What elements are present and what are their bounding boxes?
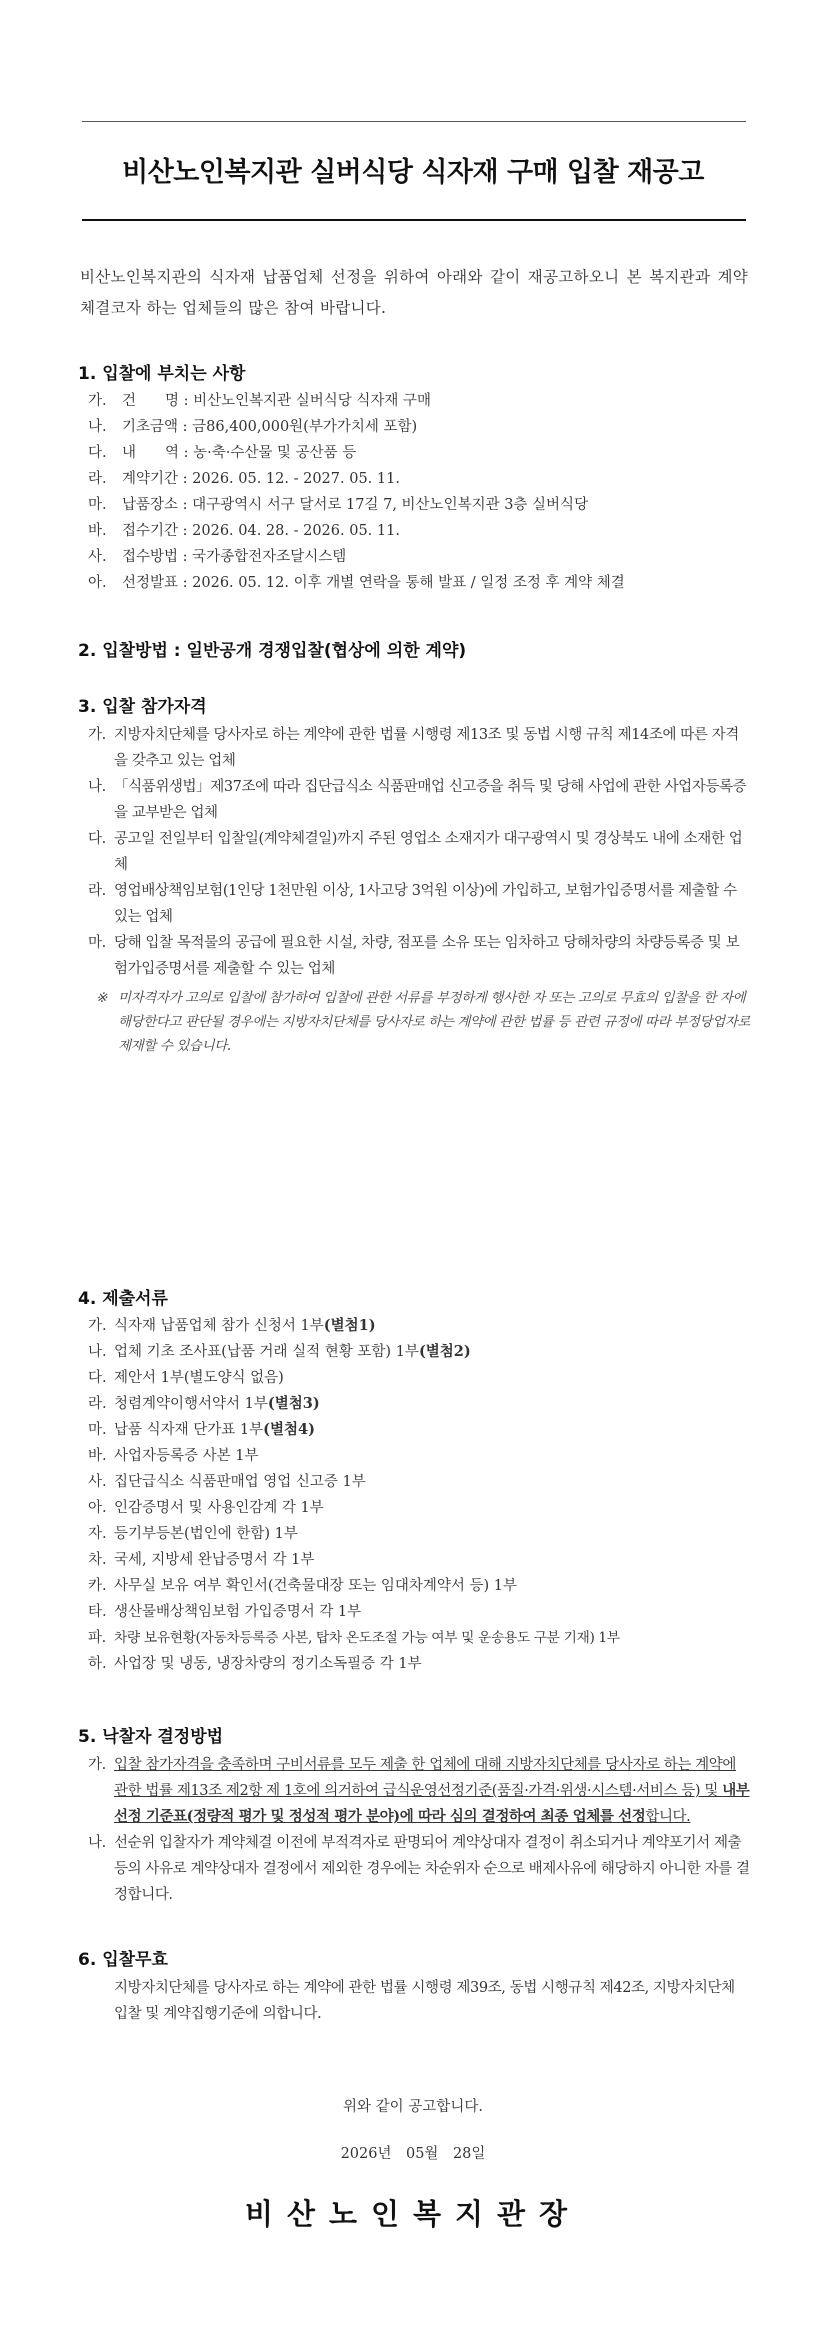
list-item: 나. 「식품위생법」제37조에 따라 집단급식소 식품판매업 신고증을 취득 및 당해 사업에 관한 사업자등록증을 교부받은 업체 <box>88 779 747 821</box>
list-item: 가. 지방자치단체를 당사자로 하는 계약에 관한 법률 시행령 제13조 및 동법 시행 규칙 제14조에 따른 자격을 갖추고 있는 업체 <box>88 727 739 769</box>
list-item: 나. 업체 기초 조사표(납품 거래 실적 현황 포함) 1부(별첨2) <box>88 1343 471 1360</box>
section-1-list <box>88 388 752 596</box>
list-item: 가. 입찰 참가자격을 충족하며 구비서류를 모두 제출 한 업체에 대해 지방자치단체를 당사자로 하는 계약에 관한 법률 제13조 제2항 제 1호에 의거하여 급식운영선정기준(품질·가격·위생·시스템·서비스 등) 및 내부 선정 기준표(정량적 평가 및 정성적 평가 분야)에 따라 심의 결정하여 최종 업체를 선정합니다. <box>88 1757 750 1825</box>
section-3-list <box>88 722 752 982</box>
list-item: 아. 선정발표 : 2026. 05. 12. 이후 개별 연락을 통해 발표 / 일정 조정 후 계약 체결 <box>88 575 625 591</box>
list-item: 다. 내 역 : 농·축·수산물 및 공산품 등 <box>88 445 357 461</box>
section-6-text: 지방자치단체를 당사자로 하는 계약에 관한 법률 시행령 제39조, 동법 시행규칙 제42조, 지방자치단체 입찰 및 계약집행기준에 의합니다. <box>114 1980 735 2022</box>
list-item: 라. 청렴계약이행서약서 1부(별첨3) <box>88 1395 320 1412</box>
section-1-heading: 1. 입찰에 부치는 사항 <box>78 364 246 384</box>
list-item: 가. 건 명 : 비산노인복지관 실버식당 식자재 구매 <box>88 393 432 409</box>
list-item: 바. 사업자등록증 사본 1부 <box>88 1448 259 1464</box>
section-4-list <box>88 1313 752 1677</box>
section-6-heading: 6. 입찰무효 <box>78 1950 168 1970</box>
list-item: 마. 납품장소 : 대구광역시 서구 달서로 17길 7, 비산노인복지관 3층 실버식당 <box>88 497 589 513</box>
section-5-heading: 5. 낙찰자 결정방법 <box>78 1727 224 1747</box>
list-item: 카. 사무실 보유 여부 확인서(건축물대장 또는 임대차계약서 등) 1부 <box>88 1578 517 1594</box>
list-item: 사. 집단급식소 식품판매업 영업 신고증 1부 <box>88 1474 366 1490</box>
list-item: 라. 계약기간 : 2026. 05. 12. - 2027. 05. 11. <box>88 471 400 487</box>
list-item: 마. 당해 입찰 목적물의 공급에 필요한 시설, 차량, 점포를 소유 또는 임차하고 당해차량의 차량등록증 및 보험가입증명서를 제출할 수 있는 업체 <box>88 935 740 977</box>
section-2-heading: 2. 입찰방법 : 일반공개 경쟁입찰(협상에 의한 계약) <box>78 641 467 661</box>
list-item: 파. 차량 보유현황(자동차등록증 사본, 탑차 온도조절 가능 여부 및 운송용도 구분 기재) 1부 <box>88 1630 620 1646</box>
note-marker: ※ <box>96 990 107 1006</box>
list-item: 하. 사업장 및 냉동, 냉장차량의 정기소독필증 각 1부 <box>88 1656 422 1672</box>
section-4-heading: 4. 제출서류 <box>78 1289 168 1309</box>
signature: 비산노인복지관장 <box>244 2197 582 2231</box>
list-item: 사. 접수방법 : 국가종합전자조달시스템 <box>88 549 347 565</box>
list-item: 마. 납품 식자재 단가표 1부(별첨4) <box>88 1421 315 1438</box>
list-item: 자. 등기부등본(법인에 한함) 1부 <box>88 1526 298 1542</box>
list-item: 아. 인감증명서 및 사용인감계 각 1부 <box>88 1500 324 1516</box>
list-item: 가. 식자재 납품업체 참가 신청서 1부(별첨1) <box>88 1317 376 1334</box>
list-item: 타. 생산물배상책임보험 가입증명서 각 1부 <box>88 1604 362 1620</box>
list-item: 나. 기초금액 : 금86,400,000원(부가가치세 포함) <box>88 419 418 435</box>
eligibility-note: ※ 미자격자가 고의로 입찰에 참가하여 입찰에 관한 서류를 부정하게 행사한 자 또는 고의로 무효의 입찰을 한 자에 해당한다고 판단될 경우에는 지방자치단체를 당사자로 하는 계약에 관한 법률 등 관련 규정에 따라 부정당업자로 제재할 수 있습니다. <box>96 986 752 1058</box>
section-5-list <box>88 1752 752 1908</box>
title-rule <box>82 219 746 221</box>
closing-text: 위와 같이 공고합니다. <box>343 2099 483 2115</box>
list-item: 나. 선순위 입찰자가 계약체결 이전에 부적격자로 판명되어 계약상대자 결정이 취소되거나 계약포기서 제출 등의 사유로 계약상대자 결정에서 제외한 경우에는 차순위자 순으로 배제사유에 해당하지 아니한 자를 결정합니다. <box>88 1835 750 1903</box>
top-rule <box>82 121 746 122</box>
list-item: 다. 공고일 전일부터 입찰일(계약체결일)까지 주된 영업소 소재지가 대구광역시 및 경상북도 내에 소재한 업체 <box>88 831 743 873</box>
intro-paragraph: 비산노인복지관의 식자재 납품업체 선정을 위하여 아래와 같이 재공고하오니 본 복지관과 계약 체결코자 하는 업체들의 많은 참여 바랍니다. <box>80 268 748 317</box>
section-3-heading: 3. 입찰 참가자격 <box>78 697 207 717</box>
notice-date: 2026년 05월 28일 <box>340 2146 486 2162</box>
list-item: 바. 접수기간 : 2026. 04. 28. - 2026. 05. 11. <box>88 523 400 539</box>
list-item: 다. 제안서 1부(별도양식 없음) <box>88 1370 284 1386</box>
list-item: 라. 영업배상책임보험(1인당 1천만원 이상, 1사고당 3억원 이상)에 가입하고, 보험가입증명서를 제출할 수 있는 업체 <box>88 883 737 925</box>
list-item: 차. 국세, 지방세 완납증명서 각 1부 <box>88 1552 315 1568</box>
page-title: 비산노인복지관 실버식당 식자재 구매 입찰 재공고 <box>122 157 704 188</box>
